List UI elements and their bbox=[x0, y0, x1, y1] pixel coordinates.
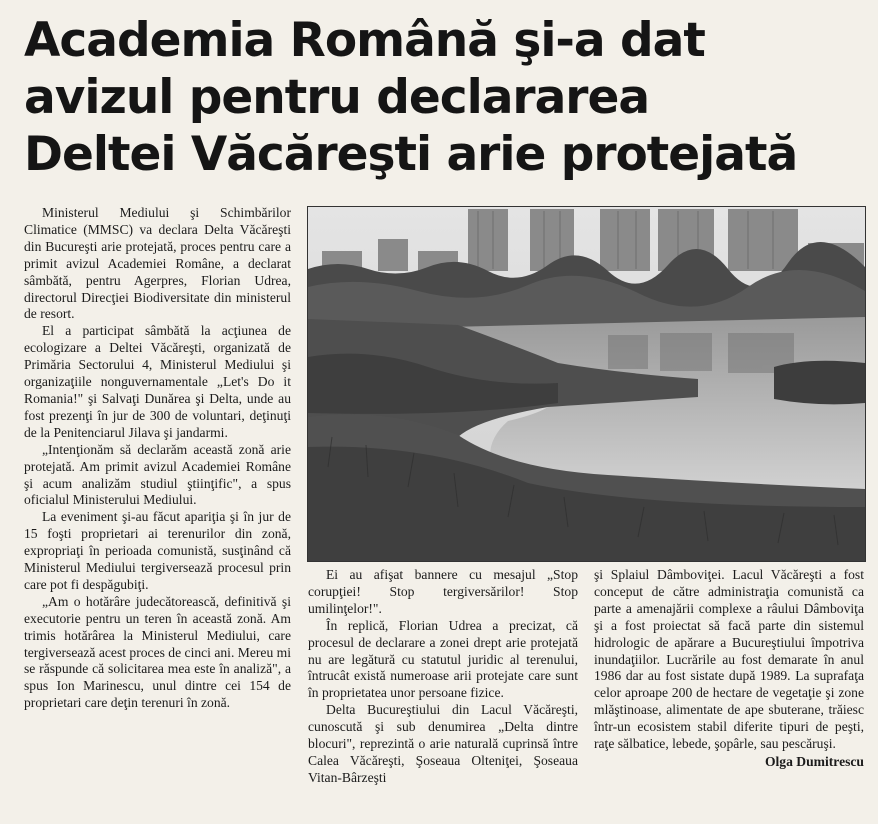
delta-vacaresti-photo bbox=[307, 206, 866, 562]
paragraph: „Am o hotărâre judecătorească, definitivă şi executorie pentru un teren în această zonă. Am trimis hotărârea la Ministerul Mediului, care tergiversează acest proces de cinci ani. Mereu mi se răspunde că solicitarea mea este în analiză", a spus Ion Marinescu, unul dintre cei 154 de proprietari care deţin terenuri în zonă. bbox=[24, 593, 291, 711]
headline-line-3: Deltei Văcăreşti arie protejată bbox=[24, 127, 798, 182]
paragraph: În replică, Florian Udrea a precizat, că procesul de declarare a zonei drept arie protejată nu are legătură cu statutul juridic al terenului, întrucât există numeroase arii protejate care sunt în proprietatea unor persoane fizice. bbox=[308, 617, 578, 701]
paragraph: Ei au afişat bannere cu mesajul „Stop corupţiei! Stop tergiversărilor! Stop umilinţelor!". bbox=[308, 567, 578, 616]
paragraph: La eveniment şi-au făcut apariţia şi în jur de 15 foşti proprietari ai terenurilor din zonă, expropriaţi în perioada comunistă, susţinând că Ministerul Mediului tergiversează procesul prin care pot fi despăgubiţi. bbox=[24, 509, 291, 592]
article-column-3 bbox=[594, 567, 864, 771]
byline: Olga Dumitrescu bbox=[764, 753, 864, 769]
article-column-2 bbox=[308, 567, 578, 787]
headline-line-1: Academia Română şi-a dat bbox=[24, 13, 705, 68]
paragraph: şi Splaiul Dâmboviţei. Lacul Văcăreşti a fost conceput de către administraţia comunistă ca parte a amenajării complexe a râului Dâmboviţa şi a fost proiectat să facă parte din sistemul hidrologic de apărare a Bucureştiului împotriva inundaţiilor. Lucrările au fost demarate în anul 1986 dar au fost sistate după 1989. La suprafaţa celor aproape 200 de hectare de vegetaţie şi zone mlăştinoase, alimentate de ape sbuterane, trăiesc într-un ecosistem stabil diferite tipuri de peşti, raţe sălbatice, lebede, şopârle, sau pescăruşi. bbox=[594, 567, 864, 752]
paragraph: „Intenţionăm să declarăm această zonă arie protejată. Am primit avizul Academiei Române şi acum analizăm studiul ştiinţific", a spus oficialul Ministerului Mediului. bbox=[24, 441, 291, 508]
headline-line-2: avizul pentru declararea bbox=[24, 70, 650, 125]
headline bbox=[24, 12, 864, 183]
paragraph: Delta Bucureştiului din Lacul Văcăreşti, cunoscută şi sub denumirea „Delta dintre blocuri", reprezintă o arie naturală cuprinsă între Calea Văcăreşti, Şoseaua Olteniţei, Şoseaua Vitan-Bârzeşti bbox=[308, 702, 578, 785]
paragraph: Ministerul Mediului şi Schimbărilor Climatice (MMSC) va declara Delta Văcăreşti din Bucureşti arie protejată, proces pentru care a primit avizul Academiei Române, a declarat sâmbătă, pentru Agerpres, Florian Udrea, directorul Direcţiei Biodiversitate din ministerul de resort. bbox=[24, 205, 291, 322]
paragraph: El a participat sâmbătă la acţiunea de ecologizare a Deltei Văcăreşti, organizată de Primăria Sectorului 4, Ministerul Mediului şi organizaţiile nonguvernamentale „Let's Do it Romania!" şi Salvaţi Dunărea şi Delta, unde au fost prezenţi în jur de 300 de voluntari, deţinuţi de la Penitenciarul Jilava şi jandarmi. bbox=[24, 323, 291, 440]
article-column-1 bbox=[24, 205, 291, 712]
